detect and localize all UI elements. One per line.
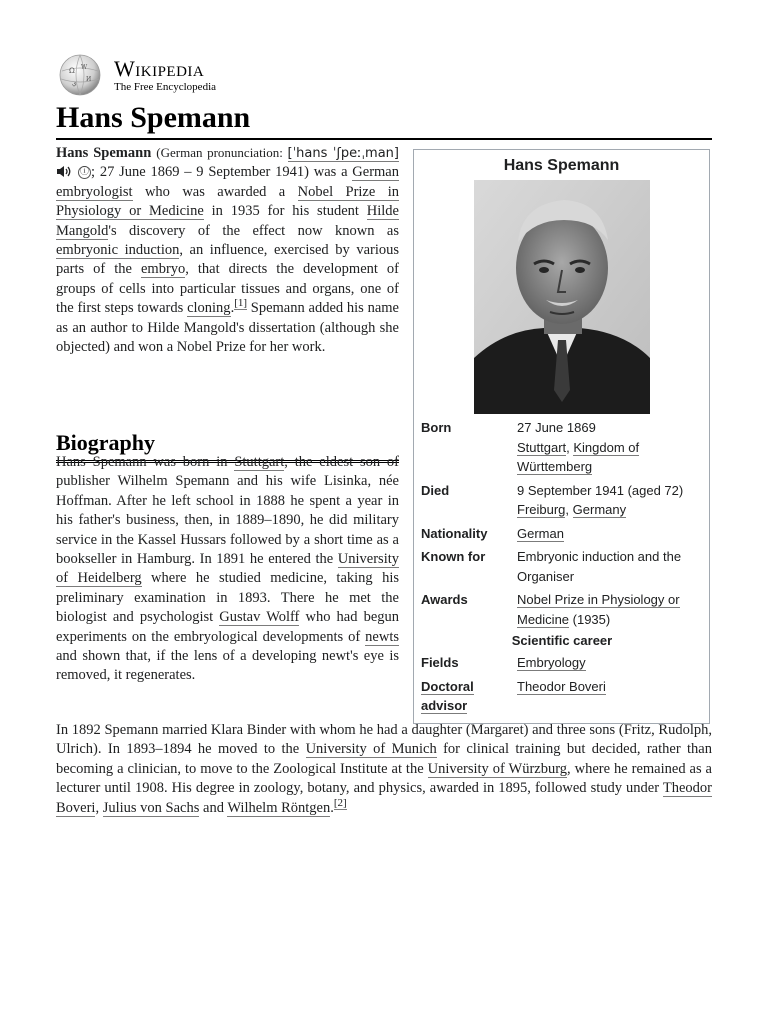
infobox-row-advisor [421,677,703,716]
wikipedia-globe-icon [56,53,104,97]
page-title: Hans Spemann [56,100,712,140]
bio2-text-5: and [199,799,228,816]
infobox-row-awards [421,590,703,629]
nationality-value [517,524,703,544]
biography-paragraph-1 [56,453,399,686]
died-value [517,481,703,520]
reference-2[interactable]: [2] [333,796,347,809]
bio1-text-2: , the eldest son of publisher Wilhelm Spemann and his wife Lisinka, née Hoffman. After he left school in 1888 he spent a year in his father's business, then, in 1889–1890, he did military service in the Kassel Hussars followed by a short time as a bookseller in Hamburg. In 1891 he entered the [56,454,400,568]
svg-text:Ω: Ω [69,67,75,75]
known-for-value: Embryonic induction and the Organiser [517,549,682,584]
link-hilde-mangold[interactable]: Hilde Mangold [56,203,399,239]
fields-value [517,653,703,673]
bio1-text-3: where he studied medicine, taking his preliminary examination in 1893. There he met the biologist and psychologist [56,570,399,626]
nationality-label: Nationality [421,525,488,541]
link-embryologist[interactable]: embryologist [56,183,133,200]
born-value [517,418,703,477]
born-label: Born [421,420,452,435]
died-date: 9 September 1941 (aged 72) [517,482,684,498]
lead-text-4: 's discovery of the effect now known as [108,222,399,239]
link-stuttgart[interactable]: Stuttgart [234,454,285,470]
wikipedia-logo[interactable] [56,52,712,98]
article-page [56,52,712,816]
infobox-row-nationality [421,524,703,544]
advisor-value [517,677,703,716]
lead-text-3: in 1935 for his student [203,203,367,220]
portrait-photo[interactable] [474,180,650,414]
born-date: 27 June 1869 [517,420,596,435]
lead-text-5: , an influence, exercised by various parts of the [56,242,400,278]
infobox [413,149,710,724]
wordmark [114,55,217,93]
link-german[interactable]: German [352,164,399,181]
link-theodor-boveri[interactable]: Theodor Boveri [56,780,712,816]
bio2-text-2: for clinical training but decided, rather than becoming a clinician, to move to the Zoological Institute at the [56,741,712,777]
svg-text:W: W [81,64,88,71]
link-embryonic-induction[interactable]: embryonic induction [56,242,180,259]
link-university-of-heidelberg[interactable]: University of Heidelberg [56,551,399,587]
fields-label: Fields [421,655,459,670]
biography-paragraph-2 [56,721,712,818]
svg-text:ي: ي [72,80,77,87]
section-heading-biography: Biography [56,428,399,463]
bio2-text-3: , where he remained as a lecturer until 1908. His degree in zoology, botany, and physics, awarded in 1895, followed study under [56,760,712,797]
died-city-link[interactable]: Freiburg [517,502,566,517]
link-newts[interactable]: newts [365,628,399,645]
lead-text-6: , that directs the development of groups of cells into particular tissues and organs, one of the first steps towards [56,261,399,317]
infobox-row-known-for [421,547,703,586]
link-university-of-wurzburg[interactable]: University of Würzburg [427,760,568,777]
nationality-link[interactable]: German [517,525,564,541]
infobox-row-died [421,481,703,520]
lead-text-2: who was awarded a [132,183,298,200]
advisor-label [421,677,517,716]
link-wilhelm-rontgen[interactable]: Wilhelm Röntgen [227,799,331,816]
lead-paragraph [56,143,399,357]
link-cloning[interactable]: cloning [187,300,231,317]
bio2-text-1: In 1892 Spemann married Klara Binder with whom he had a daughter (Margaret) and three sons (Fritz, Rudolph, Ulrich). In 1893–1894 he moved to the [56,722,712,758]
link-university-of-munich[interactable]: University of Munich [305,741,437,758]
award-year: (1935) [569,611,611,627]
bio2-text-4: , [95,799,103,816]
infobox-title: Hans Spemann [503,157,620,174]
advisor-link[interactable]: Theodor Boveri [517,678,606,694]
lead-text-1: ; 27 June 1869 – 9 September 1941) was a [91,164,353,181]
info-icon[interactable]: ⓘ [79,167,89,178]
lead-text-7: . [230,300,235,317]
reference-1[interactable]: [1] [234,297,248,310]
link-embryo[interactable]: embryo [140,261,186,278]
site-tagline: The Free Encyclopedia [114,80,217,93]
lead-text-8: Spemann added his name as an author to Hilde Mangold's dissertation (although she objected) and won a Nobel Prize for her work. [56,300,399,356]
born-city-link[interactable]: Stuttgart [517,439,567,455]
advisor-label-link[interactable]: Doctoral advisor [421,678,474,713]
ipa-link[interactable]: [ˈhans ˈʃpeːˌman] [287,146,399,161]
infobox-row-born [421,418,703,477]
lead-name: Hans Spemann [56,145,152,161]
born-separator: , [566,439,574,455]
died-label: Died [421,482,450,498]
award-link[interactable]: Nobel Prize in Physiology or Medicine [517,592,680,627]
site-name: Wikipedia [114,55,205,81]
awards-value [517,590,703,629]
fields-link[interactable]: Embryology [517,655,586,670]
died-country-link[interactable]: Germany [572,502,627,517]
link-nobel-prize[interactable]: Nobel Prize in Physiology or Medicine [56,183,399,220]
bio1-text-4: who had begun experiments on the embryological developments of [56,609,400,645]
bio2-text-6: . [330,799,334,816]
bio1-text-5: and shown that, if the lens of a developing newt's eye is removed, it regenerates. [56,648,399,684]
link-julius-von-sachs[interactable]: Julius von Sachs [102,799,200,816]
speaker-icon[interactable] [56,165,72,178]
born-kingdom-link[interactable]: Kingdom of Württemberg [517,439,640,474]
infobox-row-fields [421,653,703,673]
pronunciation-label: (German pronunciation: [156,145,288,160]
died-separator: , [565,502,573,517]
svg-text:И: И [86,76,92,83]
infobox-rows [421,418,703,716]
known-for-label: Known for [421,549,486,564]
link-gustav-wolff[interactable]: Gustav Wolff [219,609,300,626]
bio1-text-1: Hans Spemann was born in [56,454,235,470]
awards-label: Awards [421,592,468,607]
infobox-section-scientific-career: Scientific career [511,633,613,648]
